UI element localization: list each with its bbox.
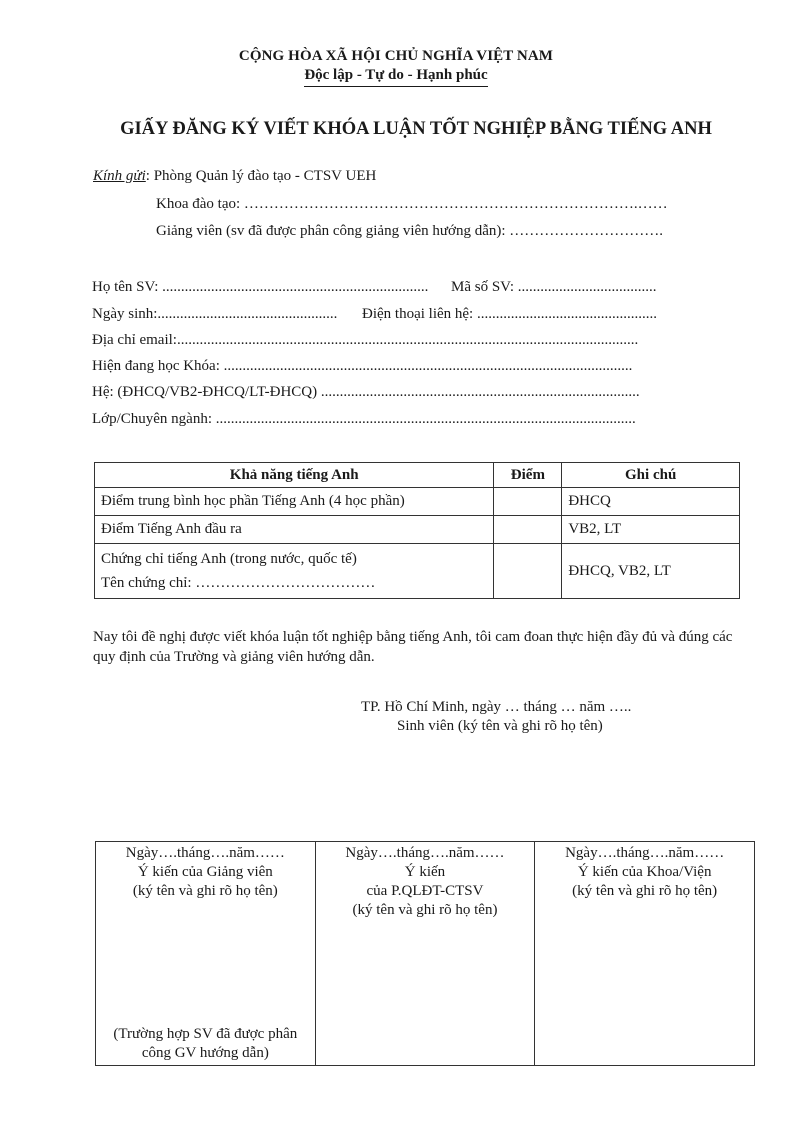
header-note: Ghi chú — [562, 463, 740, 488]
opinion-date: Ngày….tháng….năm…… — [345, 845, 505, 861]
recipient-line — [93, 168, 376, 185]
score-cell — [494, 488, 562, 516]
score-cell — [494, 516, 562, 544]
class-field: Lớp/Chuyên ngành: ................................................................................................................ — [92, 411, 636, 427]
opinion-title: Ý kiến của Khoa/Viện — [577, 864, 712, 880]
certificate-name-field: Tên chứng chỉ: ……………………………… — [101, 575, 376, 591]
opinions-row — [96, 842, 755, 1066]
opinion-title: Ý kiến của Giảng viên — [137, 864, 273, 880]
note-cell: ĐHCQ, VB2, LT — [562, 544, 740, 599]
recipient-value: : Phòng Quản lý đào tạo - CTSV UEH — [145, 168, 377, 184]
motto — [0, 67, 792, 87]
lecturer-field: Giảng viên (sv đã được phân công giảng viên hướng dẫn): …………………………. — [156, 223, 664, 239]
phone-field: Điện thoại liên hệ: ................................................ — [362, 306, 657, 322]
note-cell: ĐHCQ — [562, 488, 740, 516]
table-row — [95, 544, 740, 599]
dob-field: Ngày sinh:................................................ — [92, 306, 338, 322]
program-field: Hệ: (ĐHCQ/VB2-ĐHCQ/LT-ĐHCQ) ..................................................................................... — [92, 384, 640, 400]
table-row — [95, 516, 740, 544]
ability-cell: Điểm Tiếng Anh đầu ra — [95, 516, 494, 544]
opinion-sign-note: (ký tên và ghi rõ họ tên) — [132, 883, 278, 899]
student-name-field: Họ tên SV: ....................................................................... — [92, 279, 429, 295]
opinion-date: Ngày….tháng….năm…… — [125, 845, 285, 861]
opinion-sign-note: (ký tên và ghi rõ họ tên) — [352, 902, 498, 918]
score-cell — [494, 544, 562, 599]
opinion-title-line2: của P.QLĐT-CTSV — [366, 883, 484, 899]
opinion-footer: (Trường hợp SV đã được phân công GV hướng dẫn) — [113, 1026, 298, 1061]
commitment-paragraph: Nay tôi đề nghị được viết khóa luận tốt nghiệp bằng tiếng Anh, tôi cam đoan thực hiện đầy đủ và đúng các quy định của Trường và giảng viên hướng dẫn. — [93, 629, 733, 665]
course-field: Hiện đang học Khóa: ............................................................................................................. — [92, 358, 633, 374]
table-row — [95, 488, 740, 516]
header-ability: Khả năng tiếng Anh — [95, 463, 494, 488]
certificate-label: Chứng chỉ tiếng Anh (trong nước, quốc tế) — [101, 551, 357, 567]
lecturer-opinion-cell — [96, 842, 316, 1066]
email-field: Địa chỉ email:........................................................................................................................... — [92, 332, 639, 348]
faculty-opinion-cell — [535, 842, 755, 1066]
training-office-opinion-cell — [315, 842, 535, 1066]
opinion-date: Ngày….tháng….năm…… — [565, 845, 725, 861]
document-title: GIẤY ĐĂNG KÝ VIẾT KHÓA LUẬN TỐT NGHIỆP BẰNG TIẾNG ANH — [120, 119, 712, 139]
note-cell: VB2, LT — [562, 516, 740, 544]
opinion-sign-note: (ký tên và ghi rõ họ tên) — [572, 883, 718, 899]
english-ability-table — [94, 462, 740, 599]
faculty-field: Khoa đào tạo: …………………………………………………………………….…… — [156, 196, 668, 212]
nation-header: CỘNG HÒA XÃ HỘI CHỦ NGHĨA VIỆT NAM — [238, 48, 554, 64]
ability-cell — [95, 544, 494, 599]
table-header-row — [95, 463, 740, 488]
opinion-title: Ý kiến — [404, 864, 446, 880]
ability-cell: Điểm trung bình học phần Tiếng Anh (4 học phần) — [95, 488, 494, 516]
opinions-table — [95, 841, 755, 1066]
student-signature-label: Sinh viên (ký tên và ghi rõ họ tên) — [397, 718, 603, 734]
motto-text: Độc lập - Tự do - Hạnh phúc — [304, 67, 487, 87]
recipient-label: Kính gửi — [93, 168, 146, 184]
header-score: Điểm — [494, 463, 562, 488]
student-id-field: Mã số SV: ..................................... — [451, 279, 657, 295]
place-date: TP. Hồ Chí Minh, ngày … tháng … năm ….. — [361, 699, 632, 715]
